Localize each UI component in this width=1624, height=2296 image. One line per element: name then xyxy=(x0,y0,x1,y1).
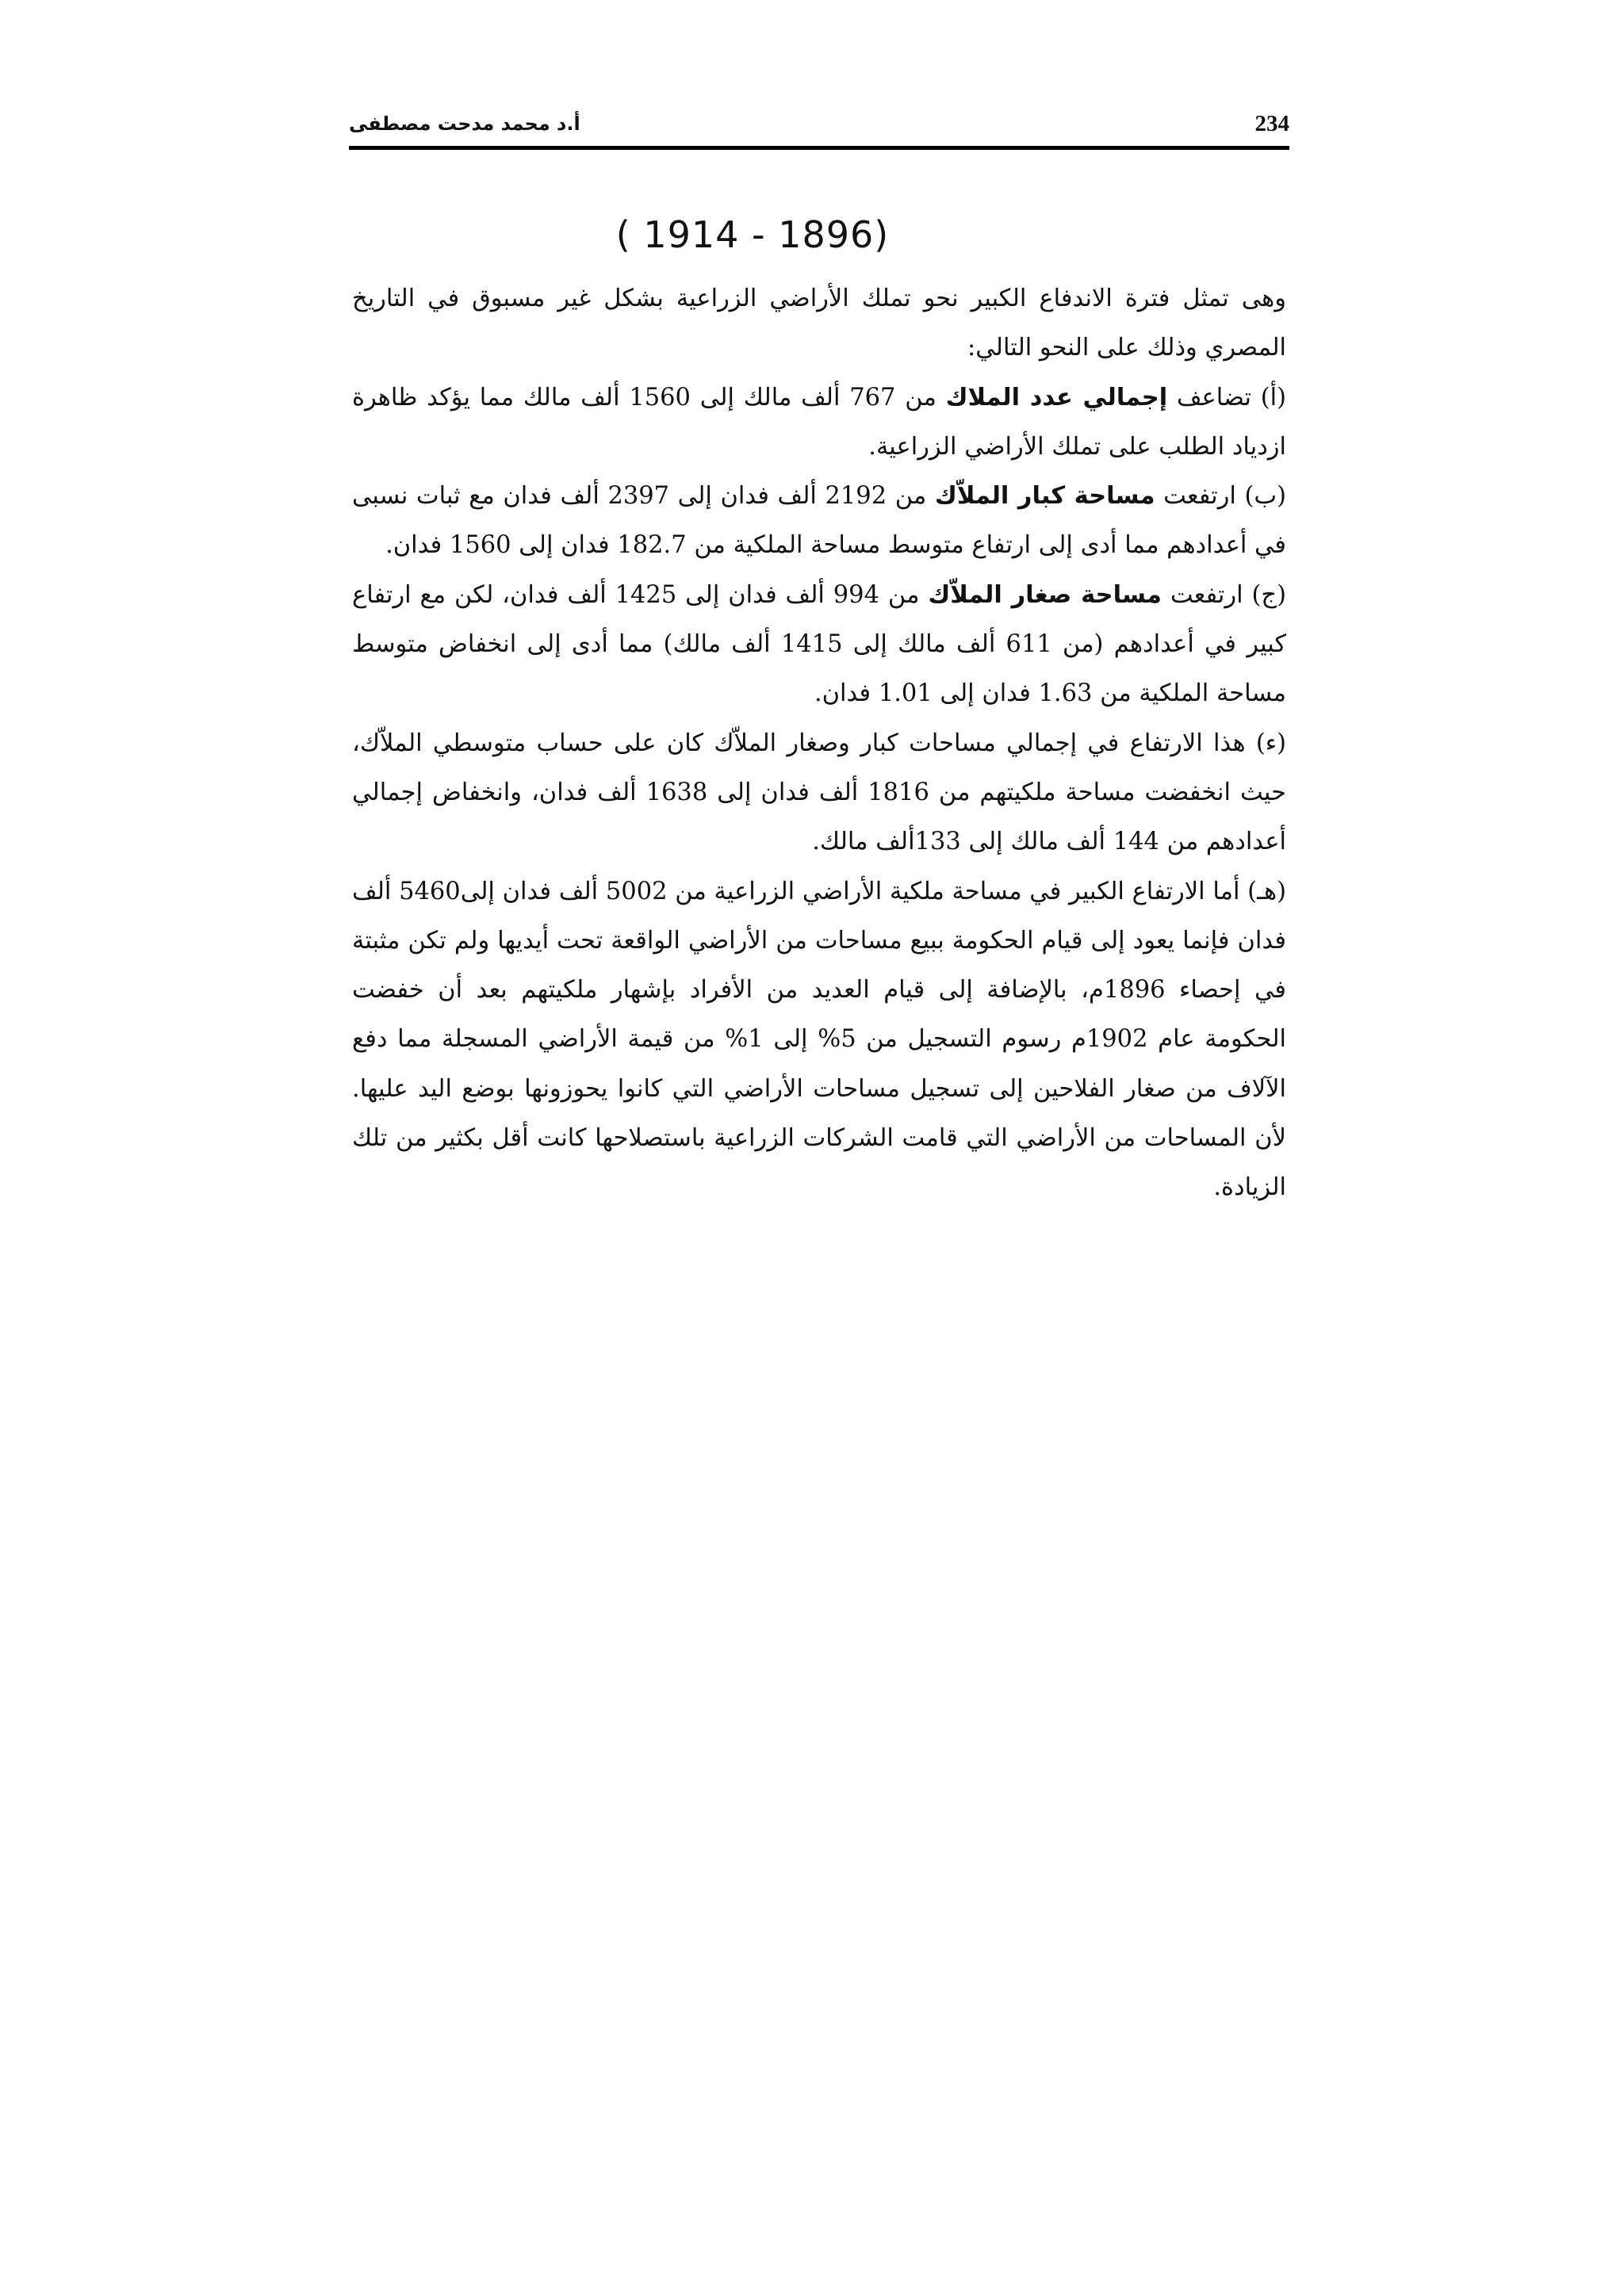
point-b-paragraph xyxy=(352,472,1286,571)
point-a-paragraph xyxy=(352,373,1286,473)
paragraph-text: (ء) هذا الارتفاع في إجمالي مساحات كبار وصغار الملاّك كان على حساب متوسطي الملاّك، حيث انخفضت مساحة ملكيتهم من 1816 ألف فدان إلى 1638 ألف فدان، وانخفاض إجمالي أعدادهم من 144 ألف مالك إلى 133ألف مالك. xyxy=(352,729,1286,856)
point-d-paragraph xyxy=(352,719,1286,867)
page-header xyxy=(349,108,1289,150)
paragraph-text: (ب) ارتفعت xyxy=(1155,482,1286,511)
paragraph-text: من 994 ألف فدان إلى 1425 ألف فدان، لكن مع ارتفاع كبير في أعدادهم (من 611 ألف مالك إلى 1415 ألف مالك) مما أدى إلى انخفاض متوسط مساحة الملكية من 1.63 فدان إلى 1.01 فدان. xyxy=(352,580,1286,708)
paragraph-text: وهى تمثل فترة الاندفاع الكبير نحو تملك الأراضي الزراعية بشكل غير مسبوق في التاريخ المصري وذلك على النحو التالي: xyxy=(352,285,1286,362)
period-heading: ( 1914 - 1896) xyxy=(615,213,890,256)
bold-term: مساحة صغار الملاّك xyxy=(928,580,1162,609)
body-text xyxy=(352,274,1286,1213)
bold-term: مساحة كبار الملاّك xyxy=(934,482,1155,511)
running-head-author: أ.د محمد مدحت مصطفى xyxy=(349,113,580,135)
paragraph-text: (ج) ارتفعت xyxy=(1161,580,1286,609)
paragraph-text: (أ) تضاعف xyxy=(1167,383,1287,411)
intro-paragraph xyxy=(352,274,1286,373)
paragraph-text: من 2192 ألف فدان إلى 2397 ألف فدان مع ثبات نسبى في أعدادهم مما أدى إلى ارتفاع متوسط مساحة الملكية من 182.7 فدان إلى 1560 فدان. xyxy=(352,482,1286,560)
page-number: 234 xyxy=(1254,111,1289,136)
paragraph-text: (هـ) أما الارتفاع الكبير في مساحة ملكية الأراضي الزراعية من 5002 ألف فدان إلى5460 ألف فدان فإنما يعود إلى قيام الحكومة ببيع مساحات من الأراضي الواقعة تحت أيديها ولم تكن مثبتة في إحصاء 1896م، بالإضافة إلى قيام العديد من الأفراد بإشهار ملكيتهم بعد أن خفضت الحكومة عام 1902م رسوم التسجيل من 5% إلى 1% من قيمة الأراضي المسجلة مما دفع الآلاف من صغار الفلاحين إلى تسجيل مساحات الأراضي التي كانوا يحوزونها بوضع اليد عليها. لأن المساحات من الأراضي التي قامت الشركات الزراعية باستصلاحها كانت أقل بكثير من تلك الزيادة. xyxy=(352,877,1286,1202)
point-c-paragraph xyxy=(352,571,1286,719)
point-e-paragraph xyxy=(352,867,1286,1213)
bold-term: إجمالي عدد الملاك xyxy=(945,383,1168,411)
paragraph-text: من 767 ألف مالك إلى 1560 ألف مالك مما يؤكد ظاهرة ازدياد الطلب على تملك الأراضي الزراعية. xyxy=(352,383,1286,461)
